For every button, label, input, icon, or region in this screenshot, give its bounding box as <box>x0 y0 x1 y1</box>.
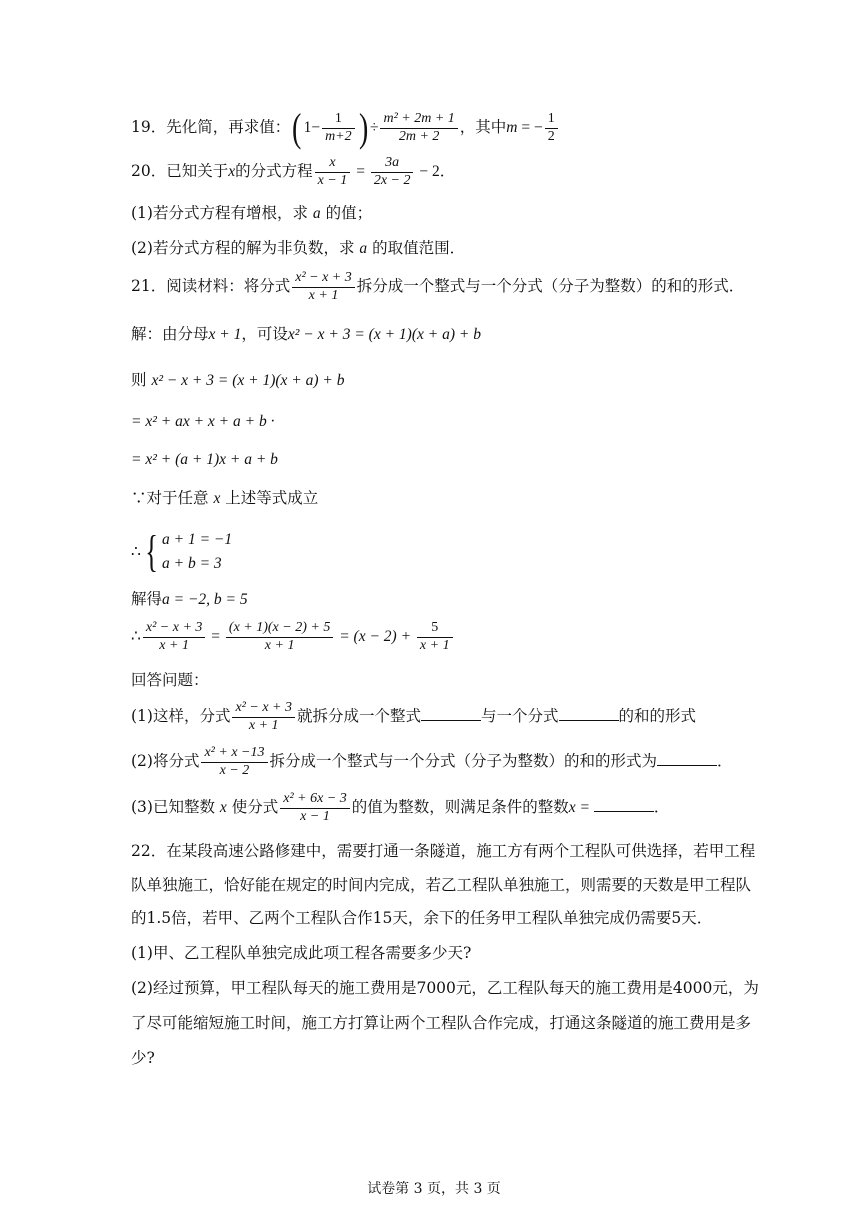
blank-3[interactable] <box>657 751 717 766</box>
q21-answer1: (1)这样，分式 $\frac{\text{x² − x + 3}}{x + 1}$ 就拆分成一个整式 与一个分式 的和的形式 <box>131 700 697 733</box>
q20-label: 20．已知关于 <box>131 162 229 181</box>
blank-4[interactable] <box>594 797 654 812</box>
q21-result: ∴ $\frac{\text{x² − x + 3}}{x + 1}$ = $\frac{(x + 1)(x - 2) + 5}{x + 1}$ = (x − 2) + $\frac{5}{x + 1}$ <box>131 620 455 654</box>
equation-system: a + 1 = −1 a + b = 3 <box>162 531 233 573</box>
q21-solution: 解：由分母x + 1，可设x² − x + 3 = (x + 1)(x + a) + b <box>131 325 481 343</box>
left-brace: { <box>145 527 158 577</box>
q22-line2: 队单独施工，恰好能在规定的时间内完成，若乙工程队单独施工，则需要的天数是甲工程队 <box>131 876 752 894</box>
fraction: $\frac{1}{m+2}$ <box>322 111 355 145</box>
page-footer: 试卷第 3 页，共 3 页 <box>367 1181 501 1197</box>
q22-line3: 的1.5倍，若甲、乙两个工程队合作15天，余下的任务甲工程队单独完成仍需要5天． <box>131 909 713 927</box>
q19-minus: − <box>311 119 321 136</box>
q22-part2-line1: (2)经过预算，甲工程队每天的施工费用是7000元，乙工程队每天的施工费用是4000元，为 <box>131 979 759 997</box>
blank-1[interactable] <box>421 706 481 721</box>
q19-one: 1 <box>303 119 312 136</box>
fraction: $\frac{\text{x² + 6x − 3}}{x - 1}$ <box>280 791 350 825</box>
left-paren: ( <box>292 105 302 150</box>
q21-then: 则 x² − x + 3 = (x + 1)(x + a) + b <box>131 371 345 389</box>
fraction: $\frac{\text{x² − x + 3}}{x + 1}$ <box>232 700 295 734</box>
q21-answer-heading: 回答问题： <box>131 671 209 689</box>
q20-part1: (1)若分式方程有增根，求 a 的值； <box>131 204 373 222</box>
q21-line: 21．阅读材料：将分式 $\frac{\text{x² − x + 3}}{x + 1}$ 拆分成一个整式与一个分式（分子为整数）的和的形式． <box>131 270 745 303</box>
fraction: $\frac{\text{x² − x + 3}}{x + 1}$ <box>143 620 206 654</box>
fraction: $\frac{\text{m² + 2m + 1}}{2m + 2}$ <box>380 111 457 145</box>
q20-line: 20．已知关于x的分式方程 $\frac{x}{x - 1}$ = $\frac{3a}{2x - 2}$ − 2． <box>131 155 456 188</box>
q21-step3: = x² + (a + 1)x + a + b <box>131 451 278 468</box>
q22-part2-line3: 少? <box>131 1049 155 1067</box>
q21-because: ∵对于任意 x 上述等式成立 <box>131 489 319 507</box>
q22-part2-line2: 了尽可能缩短施工时间，施工方打算让两个工程队合作完成，打通这条隧道的施工费用是多 <box>131 1014 752 1032</box>
q19-div: ÷ <box>369 119 379 136</box>
q22-line1: 22．在某段高速公路修建中，需要打通一条隧道，施工方有两个工程队可供选择，若甲工程 <box>131 842 756 860</box>
fraction: $\frac{(x + 1)(x - 2) + 5}{x + 1}$ <box>226 620 333 654</box>
q21-step2: = x² + ax + x + a + b · <box>131 413 275 430</box>
right-paren: ) <box>358 105 368 150</box>
q21-answer2: (2)将分式 $\frac{\text{x² + x −13}}{x - 2}$ 拆分成一个整式与一个分式（分子为整数）的和的形式为 ． <box>131 745 733 778</box>
fraction: $\frac{\text{x² − x + 3}}{x + 1}$ <box>292 270 355 304</box>
fraction: $\frac{1}{2}$ <box>545 111 558 145</box>
fraction: $\frac{5}{x + 1}$ <box>417 620 453 654</box>
q19-label: 19．先化简，再求值： <box>131 118 291 136</box>
fraction: $\frac{3a}{2x - 2}$ <box>371 155 414 189</box>
q19-tail: ，其中 <box>459 118 507 136</box>
q19-line <box>131 105 560 150</box>
q20-part2: (2)若分式方程的解为非负数，求 a 的取值范围． <box>131 239 466 257</box>
q21-system: ∴{ a + 1 = −1 a + b = 3 <box>131 527 233 577</box>
q22-part1: (1)甲、乙工程队单独完成此项工程各需要多少天? <box>131 944 472 962</box>
q21-solved: 解得a = −2, b = 5 <box>131 590 248 608</box>
q19-eq: = − <box>517 119 543 136</box>
q21-answer3: (3)已知整数 x 使分式 $\frac{\text{x² + 6x − 3}}{x - 1}$ 的值为整数，则满足条件的整数x = ． <box>131 791 670 824</box>
blank-2[interactable] <box>559 706 619 721</box>
fraction: $\frac{\text{x² + x −13}}{x - 2}$ <box>201 745 267 779</box>
fraction: $\frac{x}{x - 1}$ <box>315 155 351 189</box>
q19-m: m <box>506 119 518 136</box>
